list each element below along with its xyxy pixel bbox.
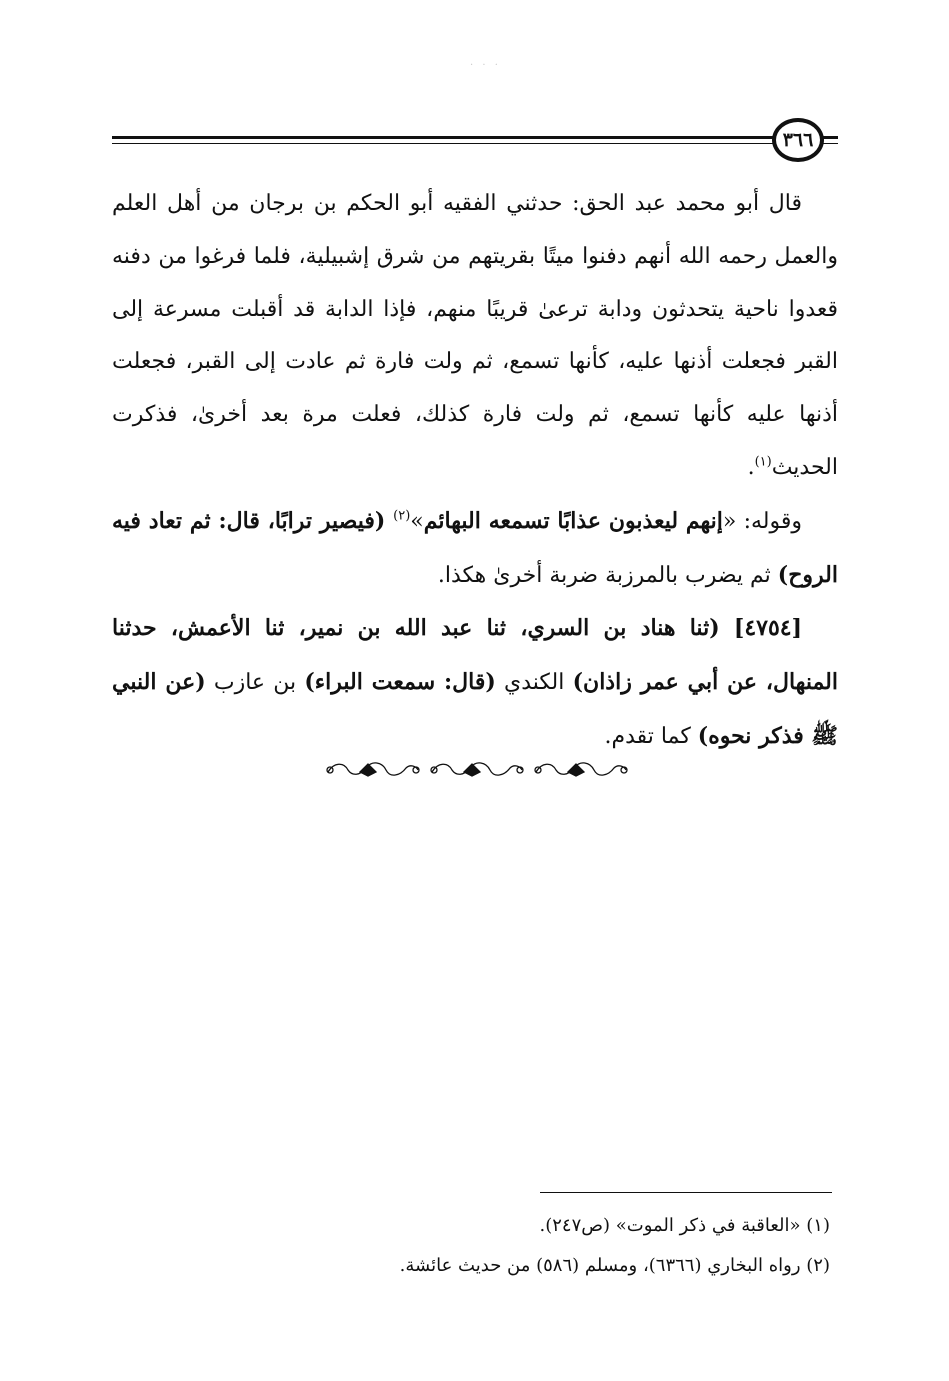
main-text: [112, 178, 838, 764]
hadith-chain: (قال: سمعت البراء): [304, 669, 496, 696]
header-rule: [112, 118, 838, 168]
paragraph-text: »: [410, 508, 424, 534]
hadith-chain: [٤٧٥٤] (ثنا هناد بن السري، ثنا عبد الله بن نمير، ثنا الأعمش، حدثنا المنهال، عن أبي عمر زاذان): [112, 615, 838, 696]
ornament-motif: [431, 763, 523, 776]
paragraph-text: ثم يضرب بالمرزبة ضربة أخرىٰ هكذا.: [437, 562, 778, 588]
header-rule-line: [112, 136, 780, 139]
ornament-motif: [535, 763, 627, 776]
paragraph: [112, 602, 838, 763]
paragraph-text: بن عازب: [205, 670, 305, 696]
footnote-ref: (٢): [393, 508, 411, 524]
section-ornament: [320, 754, 630, 784]
paragraph: [112, 178, 838, 495]
hadith-chain: (عن النبي ﷺ فذكر نحوه): [112, 669, 838, 749]
footnote-2: (٢) رواه البخاري (٦٣٦٦)، ومسلم (٥٨٦) من حديث عائشة.: [399, 1255, 830, 1276]
scan-dots: · · ·: [470, 60, 501, 71]
footnote-ref: (١): [754, 454, 772, 470]
page-number: ٣٦٦: [772, 118, 824, 162]
footnote-separator: [540, 1192, 832, 1193]
footnote-1: (١) «العاقبة في ذكر الموت» (ص٢٤٧).: [539, 1215, 830, 1236]
paragraph-text: الكندي: [495, 670, 573, 696]
hadith-quote: (فيصير ترابًا، قال: ثم تعاد فيه الروح): [112, 507, 838, 588]
paragraph-text: قال أبو محمد عبد الحق: حدثني الفقيه أبو الحكم بن برجان من أهل العلم والعمل رحمه الله أنهم دفنوا ميتًا بقريتهم من شرق إشبيلية، فلما فرغوا من دفنه قعدوا ناحية يتحدثون ودابة ترعىٰ قريبًا منهم، فإذا الدابة قد أقبلت مسرعة إلى القبر فجعلت أذنها عليه، كأنها تسمع، ثم ولت فارة ثم عادت إلى القبر، فجعلت أذنها عليه كأنها تسمع، ثم ولت فارة كذلك، فعلت مرة بعد أخرىٰ، فذكرت الحديث: [112, 191, 838, 480]
paragraph-text: وقوله: «: [722, 508, 802, 534]
header-rule-line: [112, 143, 780, 144]
punctuation: .: [747, 454, 755, 480]
hadith-quote: إنهم ليعذبون عذابًا تسمعه البهائم: [423, 507, 723, 534]
footnotes: [112, 1206, 830, 1286]
ornament-motif: [327, 763, 419, 776]
paragraph-text: كما تقدم.: [604, 723, 698, 749]
paragraph: [112, 495, 838, 603]
